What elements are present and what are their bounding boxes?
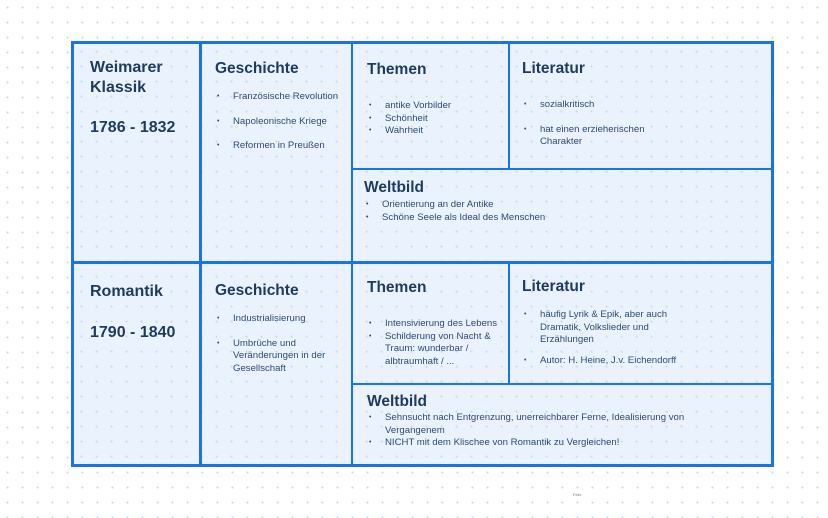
list-item: • Schöne Seele als Ideal des Menschen	[366, 212, 756, 225]
weimar-weltbild-heading: Weltbild	[364, 179, 424, 196]
weimar-weltbild-list	[366, 199, 756, 224]
romantik-geschichte-list	[217, 313, 347, 387]
list-item: • antike Vorbilder	[369, 100, 504, 113]
romantik-themen-list	[369, 318, 501, 368]
divider-weimar-themen-literatur	[508, 41, 510, 169]
divider-romantik-themen-literatur	[508, 262, 510, 384]
list-item: • Sehnsucht nach Entgrenzung, unerreichbarer Ferne, Idealisierung von Vergangenem	[369, 412, 724, 437]
weimar-literatur-heading: Literatur	[522, 60, 585, 77]
divider-col2	[351, 41, 353, 467]
list-item: • Wahrheit	[369, 125, 504, 138]
romantik-title: Romantik	[90, 283, 163, 300]
list-item: • Napoleonische Kriege	[217, 116, 345, 129]
list-item: • Schönheit	[369, 113, 504, 126]
romantik-weltbild-list	[369, 412, 724, 450]
divider-col1	[199, 41, 202, 467]
romantik-geschichte-heading: Geschichte	[215, 282, 299, 299]
weimar-geschichte-heading: Geschichte	[215, 60, 299, 77]
weimar-title: Weimarer Klassik	[90, 59, 163, 96]
list-item: • Industrialisierung	[217, 313, 347, 326]
list-item: • hat einen erzieherischen Charakter	[524, 124, 669, 149]
list-item: • Reformen in Preußen	[217, 140, 345, 153]
weimar-literatur-list	[524, 99, 669, 161]
romantik-years: 1790 - 1840	[90, 324, 176, 341]
list-item: • NICHT mit dem Klischee von Romantik zu Vergleichen!	[369, 437, 724, 450]
weimar-geschichte-list	[217, 91, 345, 165]
divider-weimar-weltbild	[351, 168, 774, 170]
romantik-weltbild-heading: Weltbild	[367, 393, 427, 410]
weimar-years: 1786 - 1832	[90, 119, 176, 136]
romantik-literatur-list	[524, 309, 694, 375]
romantik-themen-heading: Themen	[367, 279, 427, 296]
list-item: • Autor: H. Heine, J.v. Eichendorff	[524, 355, 694, 368]
list-item: • Umbrüche und Veränderungen in der Gesellschaft	[217, 338, 347, 376]
divider-romantik-weltbild	[351, 383, 774, 385]
list-item: • häufig Lyrik & Epik, aber auch Dramatik, Volkslieder und Erzählungen	[524, 309, 694, 347]
romantik-literatur-heading: Literatur	[522, 278, 585, 295]
list-item: • sozialkritisch	[524, 99, 669, 112]
divider-row-middle	[71, 261, 774, 264]
list-item: • Orientierung an der Antike	[366, 199, 756, 212]
list-item: • Französische Revolution	[217, 91, 345, 104]
list-item: • Intensivierung des Lebens	[369, 318, 501, 331]
weimar-themen-list	[369, 100, 504, 138]
list-item: • Schilderung von Nacht & Traum: wunderbar / albtraumhaft / ...	[369, 331, 501, 369]
footer-label: Felix	[573, 492, 582, 497]
weimar-themen-heading: Themen	[367, 61, 427, 78]
